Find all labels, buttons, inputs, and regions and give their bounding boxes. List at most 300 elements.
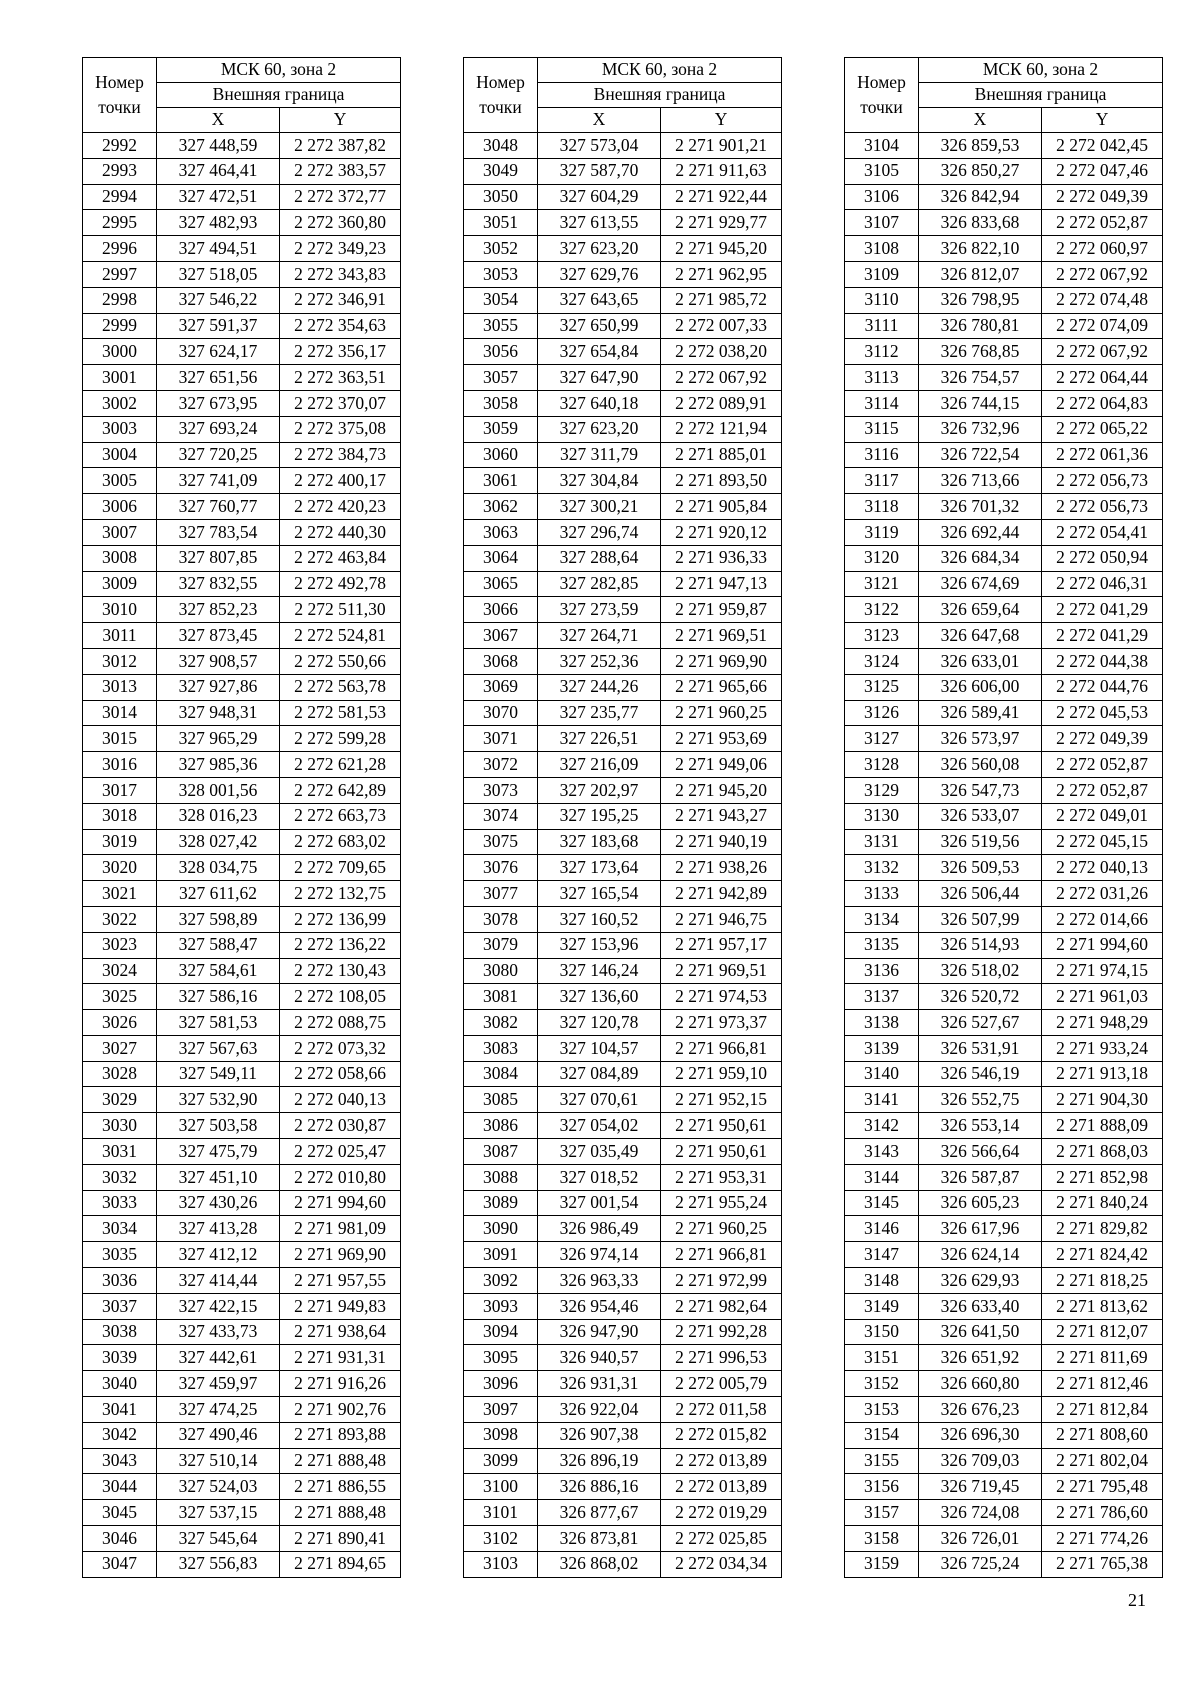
y-coordinate-cell: 2 271 953,69 bbox=[661, 726, 782, 752]
header-x: X bbox=[157, 108, 280, 133]
y-coordinate-cell: 2 272 014,66 bbox=[1042, 906, 1163, 932]
table-row bbox=[845, 1113, 1163, 1139]
y-coordinate-cell: 2 271 940,19 bbox=[661, 829, 782, 855]
table-row bbox=[83, 1268, 401, 1294]
y-coordinate-cell: 2 272 663,73 bbox=[280, 803, 401, 829]
table-row bbox=[845, 1397, 1163, 1423]
x-coordinate-cell: 326 780,81 bbox=[919, 313, 1042, 339]
point-number-cell: 3085 bbox=[464, 1087, 538, 1113]
y-coordinate-cell: 2 271 972,99 bbox=[661, 1268, 782, 1294]
y-coordinate-cell: 2 272 060,97 bbox=[1042, 236, 1163, 262]
x-coordinate-cell: 327 282,85 bbox=[538, 571, 661, 597]
x-coordinate-cell: 326 531,91 bbox=[919, 1035, 1042, 1061]
point-number-cell: 3140 bbox=[845, 1061, 919, 1087]
point-number-cell: 3041 bbox=[83, 1397, 157, 1423]
table-row bbox=[845, 597, 1163, 623]
table-row bbox=[464, 158, 782, 184]
table-row bbox=[845, 519, 1163, 545]
coord-table-1 bbox=[82, 57, 401, 1578]
table-row bbox=[464, 545, 782, 571]
point-number-cell: 3003 bbox=[83, 416, 157, 442]
x-coordinate-cell: 327 288,64 bbox=[538, 545, 661, 571]
point-number-cell: 3079 bbox=[464, 932, 538, 958]
table-row bbox=[83, 1010, 401, 1036]
x-coordinate-cell: 326 886,16 bbox=[538, 1474, 661, 1500]
table-row bbox=[464, 700, 782, 726]
point-number-cell: 3104 bbox=[845, 133, 919, 159]
x-coordinate-cell: 327 598,89 bbox=[157, 906, 280, 932]
table-row bbox=[83, 313, 401, 339]
point-number-cell: 3109 bbox=[845, 261, 919, 287]
x-coordinate-cell: 326 633,40 bbox=[919, 1293, 1042, 1319]
table-row bbox=[464, 1500, 782, 1526]
point-number-cell: 3007 bbox=[83, 519, 157, 545]
point-number-cell: 3017 bbox=[83, 777, 157, 803]
point-number-cell: 3048 bbox=[464, 133, 538, 159]
y-coordinate-cell: 2 271 824,42 bbox=[1042, 1242, 1163, 1268]
point-number-cell: 3011 bbox=[83, 623, 157, 649]
x-coordinate-cell: 326 744,15 bbox=[919, 390, 1042, 416]
table-row bbox=[845, 1500, 1163, 1526]
point-number-cell: 3153 bbox=[845, 1397, 919, 1423]
table-row bbox=[83, 881, 401, 907]
point-number-cell: 3030 bbox=[83, 1113, 157, 1139]
table-row bbox=[83, 1319, 401, 1345]
point-number-cell: 3139 bbox=[845, 1035, 919, 1061]
table-row bbox=[83, 1526, 401, 1552]
y-coordinate-cell: 2 271 802,04 bbox=[1042, 1448, 1163, 1474]
y-coordinate-cell: 2 272 044,76 bbox=[1042, 674, 1163, 700]
x-coordinate-cell: 326 533,07 bbox=[919, 803, 1042, 829]
y-coordinate-cell: 2 271 765,38 bbox=[1042, 1551, 1163, 1577]
table-row bbox=[845, 210, 1163, 236]
point-number-cell: 3127 bbox=[845, 726, 919, 752]
y-coordinate-cell: 2 271 965,66 bbox=[661, 674, 782, 700]
point-number-cell: 3082 bbox=[464, 1010, 538, 1036]
table-row bbox=[464, 1526, 782, 1552]
point-number-cell: 3055 bbox=[464, 313, 538, 339]
point-number-cell: 3049 bbox=[464, 158, 538, 184]
x-coordinate-cell: 327 640,18 bbox=[538, 390, 661, 416]
point-number-cell: 3090 bbox=[464, 1216, 538, 1242]
y-coordinate-cell: 2 272 013,89 bbox=[661, 1474, 782, 1500]
point-number-cell: 3099 bbox=[464, 1448, 538, 1474]
x-coordinate-cell: 327 459,97 bbox=[157, 1371, 280, 1397]
x-coordinate-cell: 326 573,97 bbox=[919, 726, 1042, 752]
table-row bbox=[845, 287, 1163, 313]
point-number-cell: 3097 bbox=[464, 1397, 538, 1423]
table-row bbox=[464, 1422, 782, 1448]
table-row bbox=[83, 623, 401, 649]
table-row bbox=[83, 1474, 401, 1500]
x-coordinate-cell: 326 520,72 bbox=[919, 984, 1042, 1010]
x-coordinate-cell: 327 624,17 bbox=[157, 339, 280, 365]
table-row bbox=[464, 313, 782, 339]
y-coordinate-cell: 2 272 015,82 bbox=[661, 1422, 782, 1448]
x-coordinate-cell: 327 556,83 bbox=[157, 1551, 280, 1577]
y-coordinate-cell: 2 272 052,87 bbox=[1042, 210, 1163, 236]
table-row bbox=[845, 855, 1163, 881]
y-coordinate-cell: 2 271 933,24 bbox=[1042, 1035, 1163, 1061]
table-row bbox=[83, 597, 401, 623]
table-row bbox=[845, 984, 1163, 1010]
x-coordinate-cell: 326 842,94 bbox=[919, 184, 1042, 210]
table-row bbox=[83, 545, 401, 571]
y-coordinate-cell: 2 272 074,48 bbox=[1042, 287, 1163, 313]
point-number-cell: 3143 bbox=[845, 1139, 919, 1165]
y-coordinate-cell: 2 272 524,81 bbox=[280, 623, 401, 649]
x-coordinate-cell: 326 822,10 bbox=[919, 236, 1042, 262]
point-number-cell: 3072 bbox=[464, 752, 538, 778]
table-row bbox=[83, 494, 401, 520]
point-number-cell: 3131 bbox=[845, 829, 919, 855]
table-row bbox=[464, 390, 782, 416]
x-coordinate-cell: 327 311,79 bbox=[538, 442, 661, 468]
y-coordinate-cell: 2 271 962,95 bbox=[661, 261, 782, 287]
x-coordinate-cell: 326 506,44 bbox=[919, 881, 1042, 907]
table-row bbox=[845, 648, 1163, 674]
point-number-cell: 3010 bbox=[83, 597, 157, 623]
y-coordinate-cell: 2 272 034,34 bbox=[661, 1551, 782, 1577]
point-number-cell: 3069 bbox=[464, 674, 538, 700]
table-row bbox=[83, 416, 401, 442]
x-coordinate-cell: 326 519,56 bbox=[919, 829, 1042, 855]
x-coordinate-cell: 327 629,76 bbox=[538, 261, 661, 287]
x-coordinate-cell: 327 948,31 bbox=[157, 700, 280, 726]
point-number-cell: 3074 bbox=[464, 803, 538, 829]
point-number-cell: 3053 bbox=[464, 261, 538, 287]
y-coordinate-cell: 2 271 966,81 bbox=[661, 1035, 782, 1061]
y-coordinate-cell: 2 271 947,13 bbox=[661, 571, 782, 597]
x-coordinate-cell: 327 985,36 bbox=[157, 752, 280, 778]
x-coordinate-cell: 327 584,61 bbox=[157, 958, 280, 984]
table-row bbox=[464, 1448, 782, 1474]
x-coordinate-cell: 326 547,73 bbox=[919, 777, 1042, 803]
y-coordinate-cell: 2 272 563,78 bbox=[280, 674, 401, 700]
table-row bbox=[83, 1551, 401, 1577]
point-number-cell: 3115 bbox=[845, 416, 919, 442]
table-row bbox=[845, 339, 1163, 365]
table-row bbox=[845, 726, 1163, 752]
y-coordinate-cell: 2 271 922,44 bbox=[661, 184, 782, 210]
x-coordinate-cell: 326 701,32 bbox=[919, 494, 1042, 520]
y-coordinate-cell: 2 272 599,28 bbox=[280, 726, 401, 752]
table-row bbox=[83, 184, 401, 210]
x-coordinate-cell: 326 560,08 bbox=[919, 752, 1042, 778]
y-coordinate-cell: 2 272 642,89 bbox=[280, 777, 401, 803]
table-row bbox=[845, 1371, 1163, 1397]
point-number-cell: 3028 bbox=[83, 1061, 157, 1087]
x-coordinate-cell: 326 659,64 bbox=[919, 597, 1042, 623]
y-coordinate-cell: 2 272 621,28 bbox=[280, 752, 401, 778]
point-number-cell: 3119 bbox=[845, 519, 919, 545]
table-row bbox=[83, 1422, 401, 1448]
x-coordinate-cell: 326 624,14 bbox=[919, 1242, 1042, 1268]
point-number-cell: 3101 bbox=[464, 1500, 538, 1526]
table-row bbox=[464, 133, 782, 159]
x-coordinate-cell: 326 647,68 bbox=[919, 623, 1042, 649]
coordinate-tables bbox=[82, 57, 1162, 1577]
y-coordinate-cell: 2 271 969,90 bbox=[280, 1242, 401, 1268]
y-coordinate-cell: 2 271 957,17 bbox=[661, 932, 782, 958]
y-coordinate-cell: 2 272 375,08 bbox=[280, 416, 401, 442]
y-coordinate-cell: 2 271 969,51 bbox=[661, 623, 782, 649]
x-coordinate-cell: 327 623,20 bbox=[538, 416, 661, 442]
point-number-cell: 3031 bbox=[83, 1139, 157, 1165]
table-row bbox=[83, 287, 401, 313]
y-coordinate-cell: 2 272 067,92 bbox=[661, 365, 782, 391]
x-coordinate-cell: 326 514,93 bbox=[919, 932, 1042, 958]
table-row bbox=[845, 261, 1163, 287]
y-coordinate-cell: 2 271 905,84 bbox=[661, 494, 782, 520]
table-row bbox=[464, 494, 782, 520]
point-number-cell: 3065 bbox=[464, 571, 538, 597]
point-number-cell: 3001 bbox=[83, 365, 157, 391]
x-coordinate-cell: 327 226,51 bbox=[538, 726, 661, 752]
table-row bbox=[845, 1061, 1163, 1087]
point-number-cell: 3005 bbox=[83, 468, 157, 494]
x-coordinate-cell: 326 692,44 bbox=[919, 519, 1042, 545]
point-number-cell: 3042 bbox=[83, 1422, 157, 1448]
point-number-cell: 3089 bbox=[464, 1190, 538, 1216]
x-coordinate-cell: 326 605,23 bbox=[919, 1190, 1042, 1216]
table-row bbox=[464, 339, 782, 365]
x-coordinate-cell: 327 160,52 bbox=[538, 906, 661, 932]
table-row bbox=[464, 1061, 782, 1087]
point-number-cell: 3025 bbox=[83, 984, 157, 1010]
y-coordinate-cell: 2 272 383,57 bbox=[280, 158, 401, 184]
y-coordinate-cell: 2 272 387,82 bbox=[280, 133, 401, 159]
point-number-cell: 3091 bbox=[464, 1242, 538, 1268]
point-number-cell: 3044 bbox=[83, 1474, 157, 1500]
point-number-cell: 3020 bbox=[83, 855, 157, 881]
point-number-cell: 3061 bbox=[464, 468, 538, 494]
y-coordinate-cell: 2 272 121,94 bbox=[661, 416, 782, 442]
y-coordinate-cell: 2 271 894,65 bbox=[280, 1551, 401, 1577]
table-row bbox=[464, 1242, 782, 1268]
point-number-cell: 3012 bbox=[83, 648, 157, 674]
table-row bbox=[845, 1474, 1163, 1500]
x-coordinate-cell: 327 581,53 bbox=[157, 1010, 280, 1036]
table-row bbox=[464, 1397, 782, 1423]
header-y: Y bbox=[280, 108, 401, 133]
table-row bbox=[845, 674, 1163, 700]
table-row bbox=[83, 855, 401, 881]
y-coordinate-cell: 2 272 007,33 bbox=[661, 313, 782, 339]
header-x: X bbox=[919, 108, 1042, 133]
x-coordinate-cell: 327 433,73 bbox=[157, 1319, 280, 1345]
x-coordinate-cell: 327 165,54 bbox=[538, 881, 661, 907]
x-coordinate-cell: 327 760,77 bbox=[157, 494, 280, 520]
point-number-cell: 3046 bbox=[83, 1526, 157, 1552]
x-coordinate-cell: 326 633,01 bbox=[919, 648, 1042, 674]
table-row bbox=[83, 1345, 401, 1371]
table-row bbox=[845, 829, 1163, 855]
table-row bbox=[845, 416, 1163, 442]
point-number-cell: 3158 bbox=[845, 1526, 919, 1552]
point-number-cell: 3146 bbox=[845, 1216, 919, 1242]
y-coordinate-cell: 2 271 888,48 bbox=[280, 1500, 401, 1526]
x-coordinate-cell: 327 546,22 bbox=[157, 287, 280, 313]
x-coordinate-cell: 326 812,07 bbox=[919, 261, 1042, 287]
table-row bbox=[845, 468, 1163, 494]
point-number-cell: 3006 bbox=[83, 494, 157, 520]
point-number-cell: 3024 bbox=[83, 958, 157, 984]
y-coordinate-cell: 2 272 067,92 bbox=[1042, 339, 1163, 365]
x-coordinate-cell: 327 518,05 bbox=[157, 261, 280, 287]
x-coordinate-cell: 327 549,11 bbox=[157, 1061, 280, 1087]
header-boundary: Внешняя граница bbox=[919, 83, 1163, 108]
y-coordinate-cell: 2 272 581,53 bbox=[280, 700, 401, 726]
x-coordinate-cell: 326 719,45 bbox=[919, 1474, 1042, 1500]
table-row bbox=[83, 571, 401, 597]
x-coordinate-cell: 326 606,00 bbox=[919, 674, 1042, 700]
x-coordinate-cell: 326 877,67 bbox=[538, 1500, 661, 1526]
x-coordinate-cell: 327 054,02 bbox=[538, 1113, 661, 1139]
header-point-number: Номер точки bbox=[845, 58, 919, 133]
y-coordinate-cell: 2 272 420,23 bbox=[280, 494, 401, 520]
table-row bbox=[464, 932, 782, 958]
table-row bbox=[83, 390, 401, 416]
x-coordinate-cell: 326 507,99 bbox=[919, 906, 1042, 932]
point-number-cell: 3076 bbox=[464, 855, 538, 881]
y-coordinate-cell: 2 271 946,75 bbox=[661, 906, 782, 932]
y-coordinate-cell: 2 271 795,48 bbox=[1042, 1474, 1163, 1500]
table-row bbox=[464, 416, 782, 442]
table-row bbox=[845, 571, 1163, 597]
table-row bbox=[845, 390, 1163, 416]
point-number-cell: 3111 bbox=[845, 313, 919, 339]
y-coordinate-cell: 2 271 985,72 bbox=[661, 287, 782, 313]
x-coordinate-cell: 327 873,45 bbox=[157, 623, 280, 649]
point-number-cell: 3014 bbox=[83, 700, 157, 726]
table-row bbox=[845, 958, 1163, 984]
table-row bbox=[464, 1319, 782, 1345]
y-coordinate-cell: 2 272 709,65 bbox=[280, 855, 401, 881]
y-coordinate-cell: 2 271 950,61 bbox=[661, 1139, 782, 1165]
table-row bbox=[83, 442, 401, 468]
point-number-cell: 3045 bbox=[83, 1500, 157, 1526]
y-coordinate-cell: 2 272 343,83 bbox=[280, 261, 401, 287]
table-row bbox=[464, 648, 782, 674]
y-coordinate-cell: 2 272 045,15 bbox=[1042, 829, 1163, 855]
y-coordinate-cell: 2 271 994,60 bbox=[280, 1190, 401, 1216]
y-coordinate-cell: 2 272 058,66 bbox=[280, 1061, 401, 1087]
table-row bbox=[464, 1268, 782, 1294]
x-coordinate-cell: 326 931,31 bbox=[538, 1371, 661, 1397]
y-coordinate-cell: 2 271 982,64 bbox=[661, 1293, 782, 1319]
y-coordinate-cell: 2 271 812,46 bbox=[1042, 1371, 1163, 1397]
x-coordinate-cell: 327 001,54 bbox=[538, 1190, 661, 1216]
table-row bbox=[83, 1139, 401, 1165]
x-coordinate-cell: 327 510,14 bbox=[157, 1448, 280, 1474]
point-number-cell: 3088 bbox=[464, 1164, 538, 1190]
x-coordinate-cell: 327 482,93 bbox=[157, 210, 280, 236]
y-coordinate-cell: 2 271 893,88 bbox=[280, 1422, 401, 1448]
y-coordinate-cell: 2 271 950,61 bbox=[661, 1113, 782, 1139]
y-coordinate-cell: 2 272 067,92 bbox=[1042, 261, 1163, 287]
y-coordinate-cell: 2 271 966,81 bbox=[661, 1242, 782, 1268]
point-number-cell: 3118 bbox=[845, 494, 919, 520]
y-coordinate-cell: 2 271 959,87 bbox=[661, 597, 782, 623]
x-coordinate-cell: 328 034,75 bbox=[157, 855, 280, 881]
table-row bbox=[845, 1035, 1163, 1061]
y-coordinate-cell: 2 271 953,31 bbox=[661, 1164, 782, 1190]
point-number-cell: 3155 bbox=[845, 1448, 919, 1474]
table-row bbox=[83, 1500, 401, 1526]
y-coordinate-cell: 2 271 949,83 bbox=[280, 1293, 401, 1319]
y-coordinate-cell: 2 271 945,20 bbox=[661, 777, 782, 803]
header-point-number: Номер точки bbox=[464, 58, 538, 133]
point-number-cell: 3120 bbox=[845, 545, 919, 571]
table-row bbox=[845, 1526, 1163, 1552]
y-coordinate-cell: 2 271 981,09 bbox=[280, 1216, 401, 1242]
point-number-cell: 3070 bbox=[464, 700, 538, 726]
table-row bbox=[464, 726, 782, 752]
y-coordinate-cell: 2 272 089,91 bbox=[661, 390, 782, 416]
y-coordinate-cell: 2 271 812,84 bbox=[1042, 1397, 1163, 1423]
table-row bbox=[845, 1216, 1163, 1242]
y-coordinate-cell: 2 271 840,24 bbox=[1042, 1190, 1163, 1216]
point-number-cell: 3057 bbox=[464, 365, 538, 391]
y-coordinate-cell: 2 272 065,22 bbox=[1042, 416, 1163, 442]
point-number-cell: 3075 bbox=[464, 829, 538, 855]
x-coordinate-cell: 326 768,85 bbox=[919, 339, 1042, 365]
point-number-cell: 3105 bbox=[845, 158, 919, 184]
y-coordinate-cell: 2 272 064,44 bbox=[1042, 365, 1163, 391]
x-coordinate-cell: 326 553,14 bbox=[919, 1113, 1042, 1139]
y-coordinate-cell: 2 271 974,53 bbox=[661, 984, 782, 1010]
x-coordinate-cell: 328 016,23 bbox=[157, 803, 280, 829]
y-coordinate-cell: 2 271 901,21 bbox=[661, 133, 782, 159]
y-coordinate-cell: 2 272 019,29 bbox=[661, 1500, 782, 1526]
y-coordinate-cell: 2 272 045,53 bbox=[1042, 700, 1163, 726]
header-y: Y bbox=[661, 108, 782, 133]
y-coordinate-cell: 2 272 136,99 bbox=[280, 906, 401, 932]
x-coordinate-cell: 327 018,52 bbox=[538, 1164, 661, 1190]
point-number-cell: 3103 bbox=[464, 1551, 538, 1577]
point-number-cell: 3073 bbox=[464, 777, 538, 803]
point-number-cell: 3023 bbox=[83, 932, 157, 958]
x-coordinate-cell: 326 850,27 bbox=[919, 158, 1042, 184]
table-row bbox=[464, 881, 782, 907]
point-number-cell: 3037 bbox=[83, 1293, 157, 1319]
x-coordinate-cell: 327 146,24 bbox=[538, 958, 661, 984]
table-row bbox=[83, 1242, 401, 1268]
point-number-cell: 3122 bbox=[845, 597, 919, 623]
table-row bbox=[83, 958, 401, 984]
table-row bbox=[83, 261, 401, 287]
x-coordinate-cell: 326 651,92 bbox=[919, 1345, 1042, 1371]
point-number-cell: 3050 bbox=[464, 184, 538, 210]
point-number-cell: 3063 bbox=[464, 519, 538, 545]
x-coordinate-cell: 327 202,97 bbox=[538, 777, 661, 803]
point-number-cell: 3135 bbox=[845, 932, 919, 958]
point-number-cell: 3062 bbox=[464, 494, 538, 520]
table-row bbox=[83, 932, 401, 958]
x-coordinate-cell: 328 001,56 bbox=[157, 777, 280, 803]
y-coordinate-cell: 2 271 786,60 bbox=[1042, 1500, 1163, 1526]
x-coordinate-cell: 327 475,79 bbox=[157, 1139, 280, 1165]
x-coordinate-cell: 327 136,60 bbox=[538, 984, 661, 1010]
point-number-cell: 3078 bbox=[464, 906, 538, 932]
header-x: X bbox=[538, 108, 661, 133]
point-number-cell: 3141 bbox=[845, 1087, 919, 1113]
table-row bbox=[83, 519, 401, 545]
point-number-cell: 3147 bbox=[845, 1242, 919, 1268]
x-coordinate-cell: 326 709,03 bbox=[919, 1448, 1042, 1474]
table-row bbox=[83, 1448, 401, 1474]
